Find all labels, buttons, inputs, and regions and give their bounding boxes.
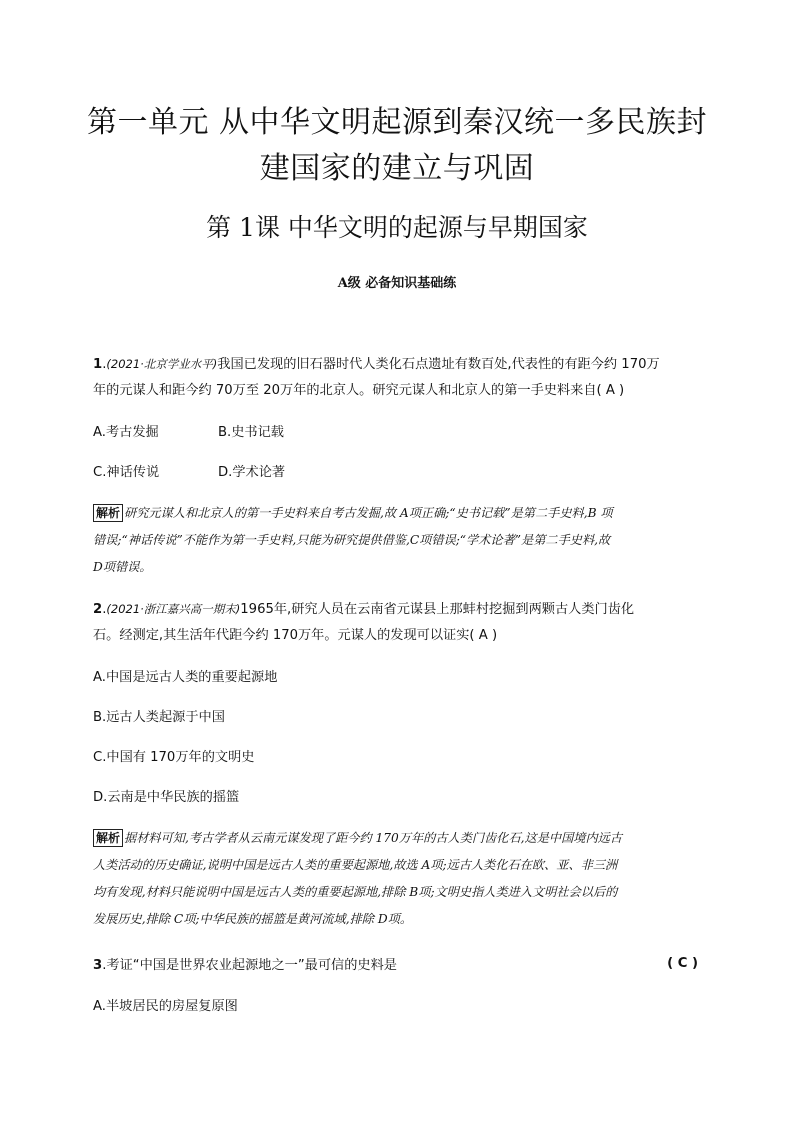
- explanation-tag: 解析: [93, 829, 123, 847]
- explanation-line: 人类活动的历史确证,说明中国是远古人类的重要起源地,故选 A项;远古人类化石在欧、亚、非三洲: [93, 858, 618, 872]
- question-2-number: 2: [93, 602, 103, 617]
- question-3-stem: 3.考证“中国是世界农业起源地之一”最可信的史料是: [93, 958, 397, 973]
- question-1-option-d: D.学术论著: [218, 465, 286, 480]
- unit-title-line2: 建国家的建立与巩固: [259, 151, 535, 186]
- unit-title-line1: 第一单元 从中华文明起源到秦汉统一多民族封: [86, 105, 708, 140]
- question-1-number: 1: [93, 357, 103, 372]
- explanation-line: D项错误。: [93, 560, 152, 574]
- question-1-explanation: [93, 500, 703, 581]
- question-3-answer: ( C ): [667, 956, 698, 971]
- lesson-title: 第 1课 中华文明的起源与早期国家: [206, 213, 588, 242]
- question-2-option-b: B.远古人类起源于中国: [93, 710, 225, 725]
- explanation-tag: 解析: [93, 504, 123, 522]
- question-2-stem: 2.(2021·浙江嘉兴高一期末)1965年,研究人员在云南省元谋县上那蚌村挖掘到两颗古人类门齿化 石。经测定,其生活年代距今约 170万年。元谋人的发现可以证实( A ): [93, 602, 635, 643]
- question-2-stem-a: 1965年,研究人员在云南省元谋县上那蚌村挖掘到两颗古人类门齿化: [240, 602, 635, 617]
- explanation-line: 均有发现,材料只能说明中国是远古人类的重要起源地,排除 B项;文明史指人类进入文明社会以后的: [93, 885, 618, 899]
- question-2-explanation: [93, 825, 703, 933]
- question-1-source: (2021·北京学业水平): [106, 357, 218, 371]
- question-3-option-a: A.半坡居民的房屋复原图: [93, 999, 238, 1014]
- question-3-number: 3: [93, 958, 103, 973]
- question-3-stem-a: 考证“中国是世界农业起源地之一”最可信的史料是: [106, 958, 397, 973]
- question-2-stem-b: 石。经测定,其生活年代距今约 170万年。元谋人的发现可以证实( A ): [93, 628, 498, 643]
- level-heading: A级 必备知识基础练: [337, 276, 457, 291]
- question-2-source: (2021·浙江嘉兴高一期末): [106, 602, 241, 616]
- question-2-option-d: D.云南是中华民族的摇篮: [93, 790, 240, 805]
- explanation-line: 据材料可知,考古学者从云南元谋发现了距今约 170万年的古人类门齿化石,这是中国境内远古: [124, 831, 623, 845]
- question-1-stem-a: 我国已发现的旧石器时代人类化石点遗址有数百处,代表性的有距今约 170万: [217, 357, 660, 372]
- explanation-line: 发展历史,排除 C项;中华民族的摇篮是黄河流域,排除 D项。: [93, 912, 413, 926]
- question-1-option-c: C.神话传说: [93, 465, 160, 480]
- question-1-option-a: A.考古发掘: [93, 425, 159, 440]
- unit-title: [60, 100, 734, 192]
- question-1-stem: 1.(2021·北京学业水平)我国已发现的旧石器时代人类化石点遗址有数百处,代表性的有距今约 170万 年的元谋人和距今约 70万至 20万年的北京人。研究元谋人和北京人的第一手史料来自( A ): [93, 357, 660, 398]
- explanation-line: 错误;“神话传说”不能作为第一手史料,只能为研究提供借鉴,C项错误;“学术论著”是第二手史料,故: [93, 533, 611, 547]
- question-2-option-a: A.中国是远古人类的重要起源地: [93, 670, 278, 685]
- question-1-option-b: B.史书记载: [218, 425, 284, 440]
- explanation-line: 研究元谋人和北京人的第一手史料来自考古发掘,故 A项正确;“史书记载”是第二手史料,B 项: [124, 506, 613, 520]
- question-1-stem-b: 年的元谋人和距今约 70万至 20万年的北京人。研究元谋人和北京人的第一手史料来自( A ): [93, 383, 625, 398]
- question-2-option-c: C.中国有 170万年的文明史: [93, 750, 255, 765]
